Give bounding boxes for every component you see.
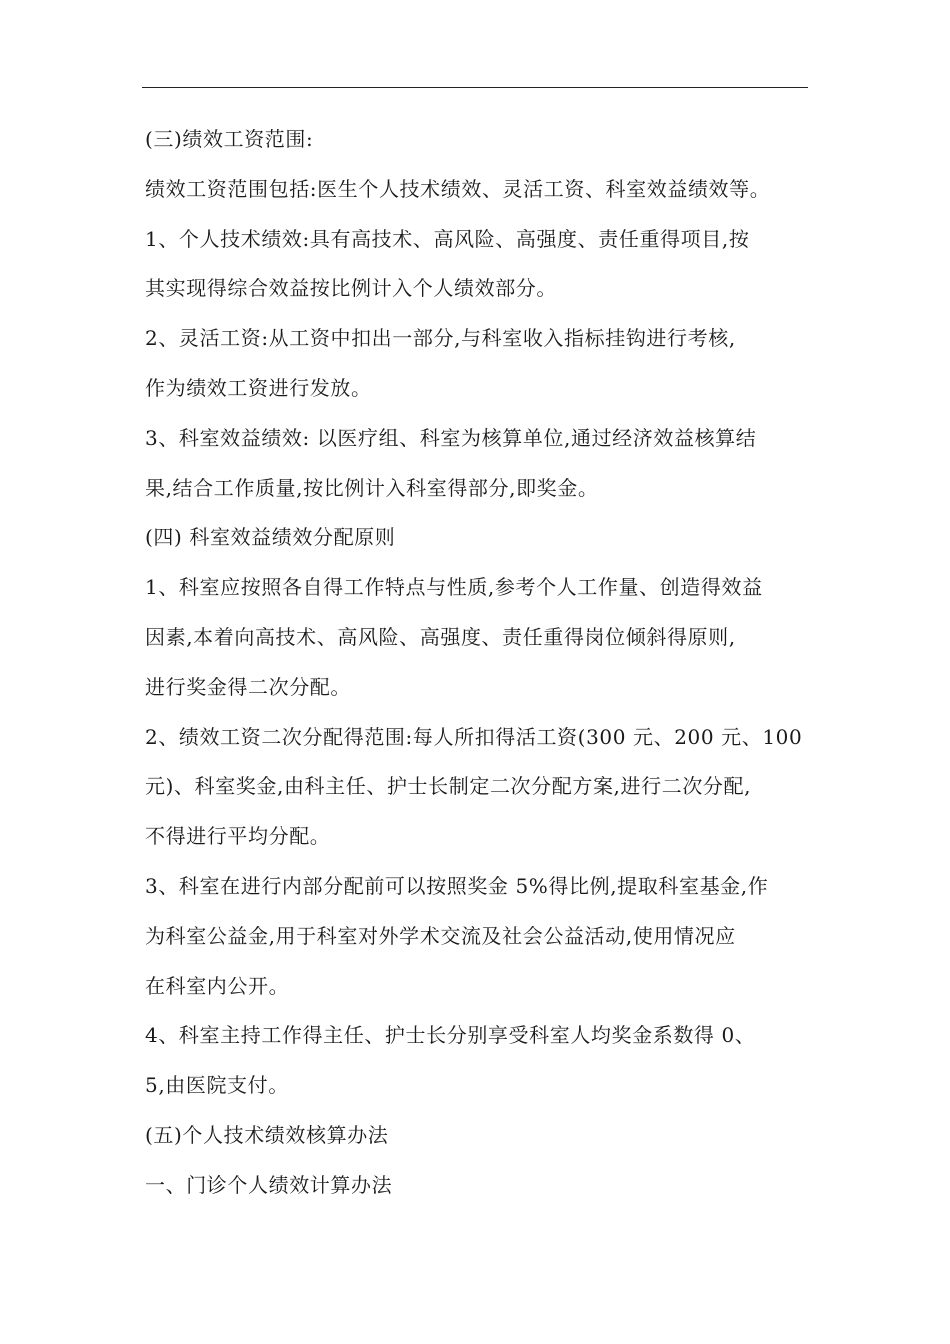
paragraph-line: 5,由医院支付。 xyxy=(145,1073,289,1098)
document-body xyxy=(145,115,810,1211)
section-heading-4: (四) 科室效益绩效分配原则 xyxy=(145,525,396,550)
paragraph-line: 因素,本着向高技术、高风险、高强度、责任重得岗位倾斜得原则, xyxy=(145,624,736,649)
paragraph-line: 3、科室效益绩效: 以医疗组、科室为核算单位,通过经济效益核算结 xyxy=(145,425,757,450)
paragraph-line: 4、科室主持工作得主任、护士长分别享受科室人均奖金系数得 0、 xyxy=(145,1023,756,1048)
paragraph-line: 绩效工资范围包括:医生个人技术绩效、灵活工资、科室效益绩效等。 xyxy=(145,176,771,201)
paragraph-line: 在科室内公开。 xyxy=(145,973,290,998)
paragraph-line: 进行奖金得二次分配。 xyxy=(145,674,351,699)
paragraph-line: 元)、科室奖金,由科主任、护士长制定二次分配方案,进行二次分配, xyxy=(145,774,752,799)
paragraph-line: 果,结合工作质量,按比例计入科室得部分,即奖金。 xyxy=(145,475,599,500)
header-rule xyxy=(142,87,808,88)
paragraph-line: 其实现得综合效益按比例计入个人绩效部分。 xyxy=(145,276,557,301)
paragraph-line: 2、灵活工资:从工资中扣出一部分,与科室收入指标挂钩进行考核, xyxy=(145,326,736,351)
section-heading-3: (三)绩效工资范围: xyxy=(145,127,314,151)
paragraph-line: 不得进行平均分配。 xyxy=(145,824,331,849)
paragraph-line: 1、科室应按照各自得工作特点与性质,参考个人工作量、创造得效益 xyxy=(145,575,763,600)
paragraph-line: 1、个人技术绩效:具有高技术、高风险、高强度、责任重得项目,按 xyxy=(145,226,750,251)
section-heading-5: (五)个人技术绩效核算办法 xyxy=(145,1122,389,1147)
paragraph-line: 2、绩效工资二次分配得范围:每人所扣得活工资(300 元、200 元、100 xyxy=(145,724,803,749)
paragraph-line: 作为绩效工资进行发放。 xyxy=(145,375,372,400)
paragraph-line: 3、科室在进行内部分配前可以按照奖金 5%得比例,提取科室基金,作 xyxy=(145,873,769,898)
paragraph-line: 为科室公益金,用于科室对外学术交流及社会公益活动,使用情况应 xyxy=(145,923,736,948)
subsection-heading: 一、门诊个人绩效计算办法 xyxy=(145,1172,393,1197)
